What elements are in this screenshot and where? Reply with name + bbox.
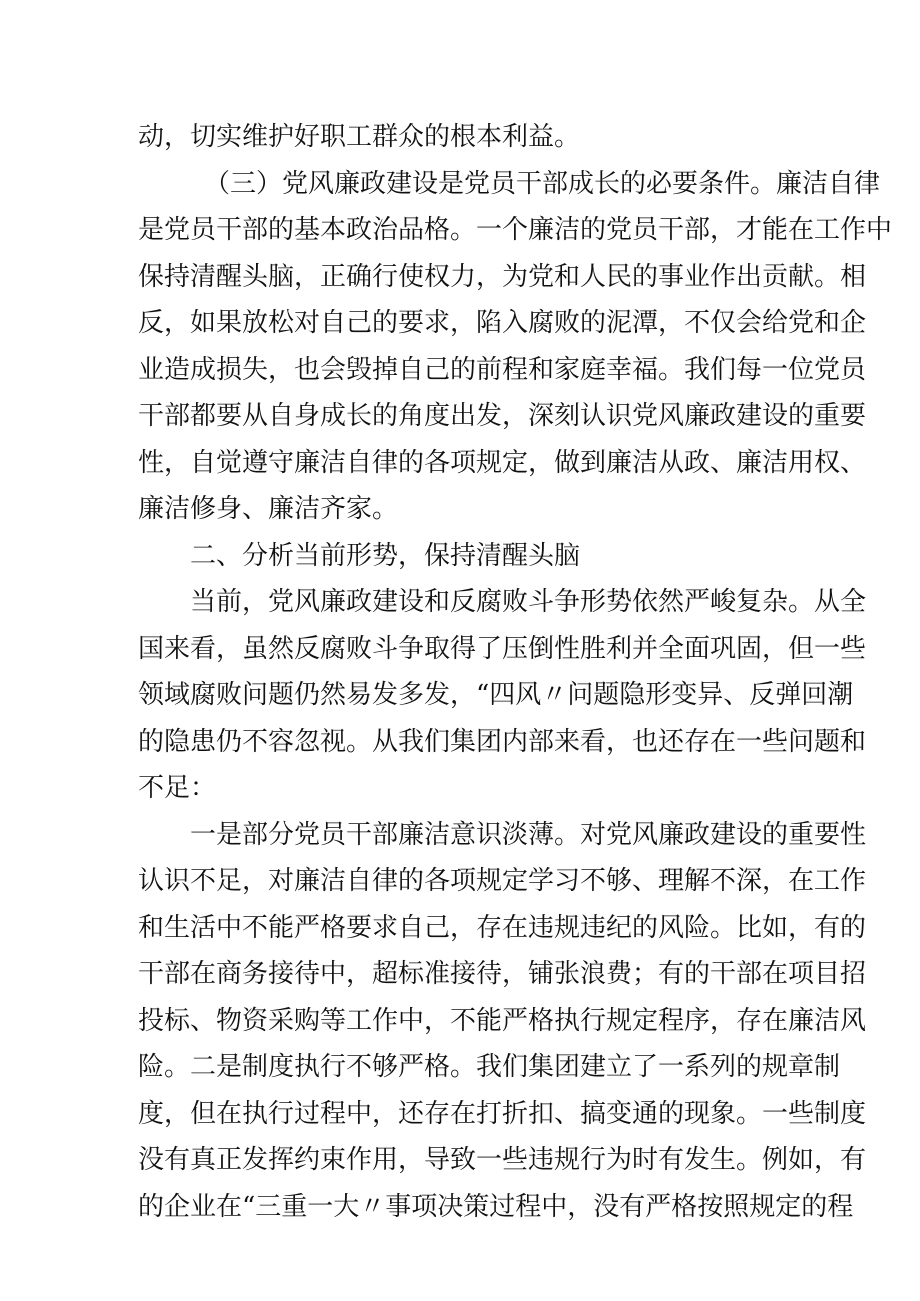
text-line: 干部都要从自身成长的角度出发，深刻认识党风廉政建设的重要 xyxy=(138,401,867,431)
text-line: 业造成损失，也会毁掉自己的前程和家庭幸福。我们每一位党员 xyxy=(138,354,867,385)
section-heading-two: 二、分析当前形势，保持清醒头脑 xyxy=(190,540,581,571)
text-line: 没有真正发挥约束作用，导致一些违规行为时有发生。例如，有 xyxy=(138,1145,867,1175)
text-line: 险。二是制度执行不够严格。我们集团建立了一系列的规章制 xyxy=(138,1052,841,1082)
text-line: 不足： xyxy=(138,773,217,803)
text-line: 一是部分党员干部廉洁意识淡薄。对党风廉政建设的重要性 xyxy=(190,819,867,850)
text-line: 的企业在“三重一大〃事项决策过程中，没有严格按照规定的程 xyxy=(138,1191,854,1222)
document-body xyxy=(138,114,893,1230)
text-line: 领域腐败问题仍然易发多发，“四风〃问题隐形变异、反弹回潮 xyxy=(138,680,854,710)
text-line: 当前，党风廉政建设和反腐败斗争形势依然严峻复杂。从全 xyxy=(190,587,867,617)
text-line: 和生活中不能严格要求自己，存在违规违纪的风险。比如，有的 xyxy=(138,912,867,943)
section-heading-three: （三）党风廉政建设是党员干部成长的必要条件。廉洁自律 xyxy=(204,168,881,199)
text-line: 保持清醒头脑，正确行使权力，为党和人民的事业作出贡献。相 xyxy=(138,261,867,292)
text-line: 投标、物资采购等工作中，不能严格执行规定程序，存在廉洁风 xyxy=(138,1005,867,1036)
text-line: 认识不足，对廉洁自律的各项规定学习不够、理解不深，在工作 xyxy=(138,866,867,896)
text-line: 动，切实维护好职工群众的根本利益。 xyxy=(138,122,581,152)
text-line: 度，但在执行过程中，还存在打折扣、搞变通的现象。一些制度 xyxy=(138,1098,867,1129)
text-line: 国来看，虽然反腐败斗争取得了压倒性胜利并全面巩固，但一些 xyxy=(138,633,867,664)
text-line: 干部在商务接待中，超标准接待，铺张浪费；有的干部在项目招 xyxy=(138,959,867,989)
text-line: 是党员干部的基本政治品格。一个廉洁的党员干部，才能在工作中 xyxy=(138,215,893,245)
text-line: 的隐患仍不容忽视。从我们集团内部来看，也还存在一些问题和 xyxy=(138,726,867,757)
text-line: 廉洁修身、廉洁齐家。 xyxy=(138,494,399,524)
text-line: 性，自觉遵守廉洁自律的各项规定，做到廉洁从政、廉洁用权、 xyxy=(138,447,867,478)
text-line: 反，如果放松对自己的要求，陷入腐败的泥潭，不仅会给党和企 xyxy=(138,308,867,338)
